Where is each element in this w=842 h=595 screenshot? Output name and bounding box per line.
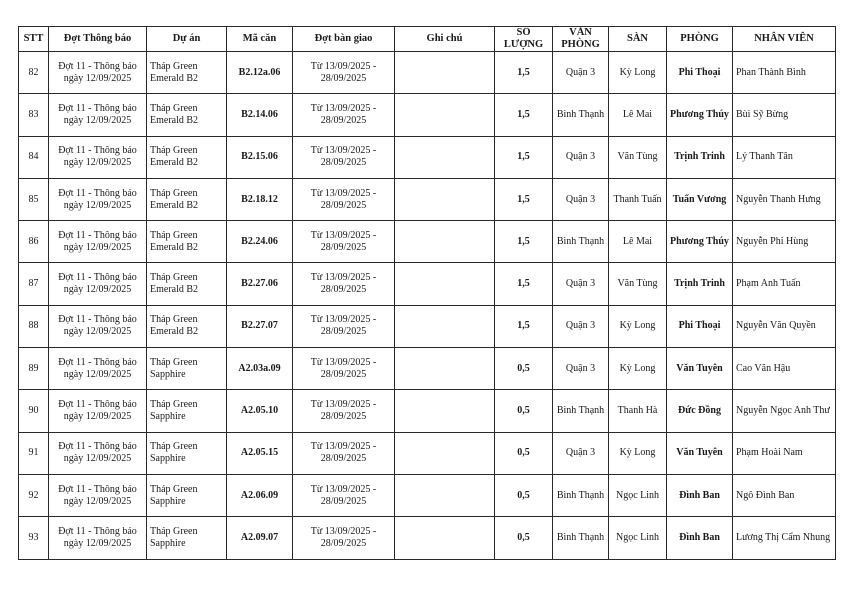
cell-ma-can: A2.09.07 — [227, 517, 293, 559]
cell-dot-ban-giao: Từ 13/09/2025 - 28/09/2025 — [293, 94, 395, 136]
cell-dot-thong-bao: Đợt 11 - Thông báo ngày 12/09/2025 — [49, 52, 147, 94]
cell-dot-thong-bao: Đợt 11 - Thông báo ngày 12/09/2025 — [49, 94, 147, 136]
cell-dot-ban-giao: Từ 13/09/2025 - 28/09/2025 — [293, 178, 395, 220]
cell-van-phong: Quận 3 — [553, 136, 609, 178]
cell-dot-thong-bao: Đợt 11 - Thông báo ngày 12/09/2025 — [49, 348, 147, 390]
cell-dot-ban-giao: Từ 13/09/2025 - 28/09/2025 — [293, 221, 395, 263]
cell-dot-thong-bao: Đợt 11 - Thông báo ngày 12/09/2025 — [49, 136, 147, 178]
cell-du-an: Tháp Green Emerald B2 — [147, 263, 227, 305]
cell-phong: Văn Tuyên — [667, 432, 733, 474]
cell-so-luong: 1,5 — [495, 94, 553, 136]
cell-nhan-vien: Phan Thành Bình — [733, 52, 836, 94]
table-row — [19, 305, 836, 347]
cell-dot-ban-giao: Từ 13/09/2025 - 28/09/2025 — [293, 136, 395, 178]
table-row — [19, 52, 836, 94]
cell-van-phong: Bình Thạnh — [553, 94, 609, 136]
cell-stt: 84 — [19, 136, 49, 178]
table-row — [19, 263, 836, 305]
cell-dot-thong-bao: Đợt 11 - Thông báo ngày 12/09/2025 — [49, 432, 147, 474]
cell-phong: Trịnh Trinh — [667, 136, 733, 178]
cell-du-an: Tháp Green Emerald B2 — [147, 52, 227, 94]
cell-dot-thong-bao: Đợt 11 - Thông báo ngày 12/09/2025 — [49, 178, 147, 220]
table-row — [19, 178, 836, 220]
cell-phong: Tuấn Vương — [667, 178, 733, 220]
cell-san: Văn Tùng — [609, 263, 667, 305]
cell-van-phong: Bình Thạnh — [553, 390, 609, 432]
cell-van-phong: Quận 3 — [553, 348, 609, 390]
cell-ghi-chu — [395, 221, 495, 263]
cell-phong: Phi Thoại — [667, 52, 733, 94]
cell-stt: 87 — [19, 263, 49, 305]
cell-san: Kỳ Long — [609, 348, 667, 390]
header-nhan-vien: NHÂN VIÊN — [733, 27, 836, 52]
cell-dot-ban-giao: Từ 13/09/2025 - 28/09/2025 — [293, 390, 395, 432]
cell-van-phong: Quận 3 — [553, 432, 609, 474]
cell-stt: 86 — [19, 221, 49, 263]
cell-san: Ngọc Linh — [609, 474, 667, 516]
header-san: SÀN — [609, 27, 667, 52]
cell-so-luong: 0,5 — [495, 432, 553, 474]
cell-stt: 82 — [19, 52, 49, 94]
table-row — [19, 474, 836, 516]
cell-ghi-chu — [395, 263, 495, 305]
cell-phong: Văn Tuyên — [667, 348, 733, 390]
cell-so-luong: 1,5 — [495, 178, 553, 220]
cell-nhan-vien: Nguyễn Phi Hùng — [733, 221, 836, 263]
cell-so-luong: 0,5 — [495, 390, 553, 432]
cell-du-an: Tháp Green Sapphire — [147, 390, 227, 432]
cell-stt: 89 — [19, 348, 49, 390]
cell-so-luong: 0,5 — [495, 348, 553, 390]
header-row — [19, 27, 836, 52]
cell-dot-thong-bao: Đợt 11 - Thông báo ngày 12/09/2025 — [49, 517, 147, 559]
cell-dot-ban-giao: Từ 13/09/2025 - 28/09/2025 — [293, 263, 395, 305]
cell-du-an: Tháp Green Sapphire — [147, 474, 227, 516]
cell-ma-can: B2.27.06 — [227, 263, 293, 305]
cell-ghi-chu — [395, 432, 495, 474]
cell-nhan-vien: Phạm Hoài Nam — [733, 432, 836, 474]
cell-van-phong: Quận 3 — [553, 305, 609, 347]
cell-san: Lê Mai — [609, 94, 667, 136]
header-du-an: Dự án — [147, 27, 227, 52]
cell-ghi-chu — [395, 136, 495, 178]
cell-van-phong: Quận 3 — [553, 178, 609, 220]
header-dot-ban-giao: Đợt bàn giao — [293, 27, 395, 52]
cell-phong: Đình Ban — [667, 474, 733, 516]
header-ghi-chu: Ghi chú — [395, 27, 495, 52]
cell-van-phong: Bình Thạnh — [553, 474, 609, 516]
cell-so-luong: 0,5 — [495, 517, 553, 559]
cell-phong: Đức Đồng — [667, 390, 733, 432]
cell-ma-can: A2.03a.09 — [227, 348, 293, 390]
cell-stt: 93 — [19, 517, 49, 559]
table-row — [19, 432, 836, 474]
cell-ma-can: B2.14.06 — [227, 94, 293, 136]
cell-du-an: Tháp Green Sapphire — [147, 432, 227, 474]
cell-dot-ban-giao: Từ 13/09/2025 - 28/09/2025 — [293, 432, 395, 474]
cell-phong: Phương Thúy — [667, 221, 733, 263]
header-van-phong: VĂN PHÒNG — [553, 27, 609, 52]
cell-du-an: Tháp Green Sapphire — [147, 348, 227, 390]
cell-san: Kỳ Long — [609, 52, 667, 94]
cell-so-luong: 1,5 — [495, 263, 553, 305]
cell-dot-ban-giao: Từ 13/09/2025 - 28/09/2025 — [293, 305, 395, 347]
cell-ghi-chu — [395, 305, 495, 347]
cell-ma-can: B2.18.12 — [227, 178, 293, 220]
cell-ma-can: A2.05.15 — [227, 432, 293, 474]
header-stt: STT — [19, 27, 49, 52]
cell-san: Kỳ Long — [609, 305, 667, 347]
cell-stt: 91 — [19, 432, 49, 474]
cell-ghi-chu — [395, 94, 495, 136]
cell-ghi-chu — [395, 348, 495, 390]
cell-so-luong: 1,5 — [495, 221, 553, 263]
cell-phong: Trịnh Trinh — [667, 263, 733, 305]
cell-san: Ngọc Linh — [609, 517, 667, 559]
cell-ma-can: A2.06.09 — [227, 474, 293, 516]
cell-dot-thong-bao: Đợt 11 - Thông báo ngày 12/09/2025 — [49, 474, 147, 516]
cell-nhan-vien: Phạm Anh Tuấn — [733, 263, 836, 305]
cell-van-phong: Quận 3 — [553, 52, 609, 94]
cell-so-luong: 1,5 — [495, 305, 553, 347]
cell-dot-thong-bao: Đợt 11 - Thông báo ngày 12/09/2025 — [49, 305, 147, 347]
cell-nhan-vien: Bùi Sỹ Bừng — [733, 94, 836, 136]
cell-van-phong: Bình Thạnh — [553, 221, 609, 263]
cell-san: Lê Mai — [609, 221, 667, 263]
cell-dot-ban-giao: Từ 13/09/2025 - 28/09/2025 — [293, 517, 395, 559]
cell-ghi-chu — [395, 474, 495, 516]
cell-nhan-vien: Cao Văn Hậu — [733, 348, 836, 390]
cell-nhan-vien: Nguyễn Ngọc Anh Thư — [733, 390, 836, 432]
cell-ma-can: B2.12a.06 — [227, 52, 293, 94]
cell-du-an: Tháp Green Emerald B2 — [147, 305, 227, 347]
cell-ghi-chu — [395, 178, 495, 220]
cell-nhan-vien: Lương Thị Cẩm Nhung — [733, 517, 836, 559]
cell-dot-thong-bao: Đợt 11 - Thông báo ngày 12/09/2025 — [49, 390, 147, 432]
cell-du-an: Tháp Green Sapphire — [147, 517, 227, 559]
cell-van-phong: Quận 3 — [553, 263, 609, 305]
cell-stt: 85 — [19, 178, 49, 220]
cell-stt: 88 — [19, 305, 49, 347]
cell-ghi-chu — [395, 517, 495, 559]
table-row — [19, 94, 836, 136]
header-phong: PHÒNG — [667, 27, 733, 52]
cell-du-an: Tháp Green Emerald B2 — [147, 221, 227, 263]
cell-ma-can: B2.24.06 — [227, 221, 293, 263]
header-so-luong: SỐ LƯỢNG — [495, 27, 553, 52]
cell-so-luong: 1,5 — [495, 52, 553, 94]
cell-ghi-chu — [395, 52, 495, 94]
cell-dot-ban-giao: Từ 13/09/2025 - 28/09/2025 — [293, 348, 395, 390]
table-row — [19, 136, 836, 178]
cell-nhan-vien: Ngô Đình Ban — [733, 474, 836, 516]
cell-van-phong: Bình Thạnh — [553, 517, 609, 559]
header-ma-can: Mã căn — [227, 27, 293, 52]
cell-nhan-vien: Lý Thanh Tân — [733, 136, 836, 178]
cell-stt: 83 — [19, 94, 49, 136]
cell-ma-can: B2.27.07 — [227, 305, 293, 347]
cell-san: Văn Tùng — [609, 136, 667, 178]
cell-san: Kỳ Long — [609, 432, 667, 474]
cell-du-an: Tháp Green Emerald B2 — [147, 178, 227, 220]
cell-dot-ban-giao: Từ 13/09/2025 - 28/09/2025 — [293, 474, 395, 516]
handover-table — [18, 26, 836, 560]
cell-du-an: Tháp Green Emerald B2 — [147, 136, 227, 178]
cell-phong: Phương Thúy — [667, 94, 733, 136]
cell-ma-can: A2.05.10 — [227, 390, 293, 432]
cell-ma-can: B2.15.06 — [227, 136, 293, 178]
cell-dot-thong-bao: Đợt 11 - Thông báo ngày 12/09/2025 — [49, 263, 147, 305]
cell-stt: 90 — [19, 390, 49, 432]
table-row — [19, 221, 836, 263]
cell-stt: 92 — [19, 474, 49, 516]
cell-du-an: Tháp Green Emerald B2 — [147, 94, 227, 136]
cell-san: Thanh Tuấn — [609, 178, 667, 220]
cell-phong: Đình Ban — [667, 517, 733, 559]
table-row — [19, 517, 836, 559]
cell-so-luong: 0,5 — [495, 474, 553, 516]
cell-nhan-vien: Nguyễn Thanh Hưng — [733, 178, 836, 220]
cell-dot-thong-bao: Đợt 11 - Thông báo ngày 12/09/2025 — [49, 221, 147, 263]
cell-nhan-vien: Nguyễn Văn Quyền — [733, 305, 836, 347]
cell-phong: Phi Thoại — [667, 305, 733, 347]
cell-dot-ban-giao: Từ 13/09/2025 - 28/09/2025 — [293, 52, 395, 94]
cell-so-luong: 1,5 — [495, 136, 553, 178]
header-dot-thong-bao: Đợt Thông báo — [49, 27, 147, 52]
cell-ghi-chu — [395, 390, 495, 432]
table-row — [19, 348, 836, 390]
table-row — [19, 390, 836, 432]
cell-san: Thanh Hà — [609, 390, 667, 432]
